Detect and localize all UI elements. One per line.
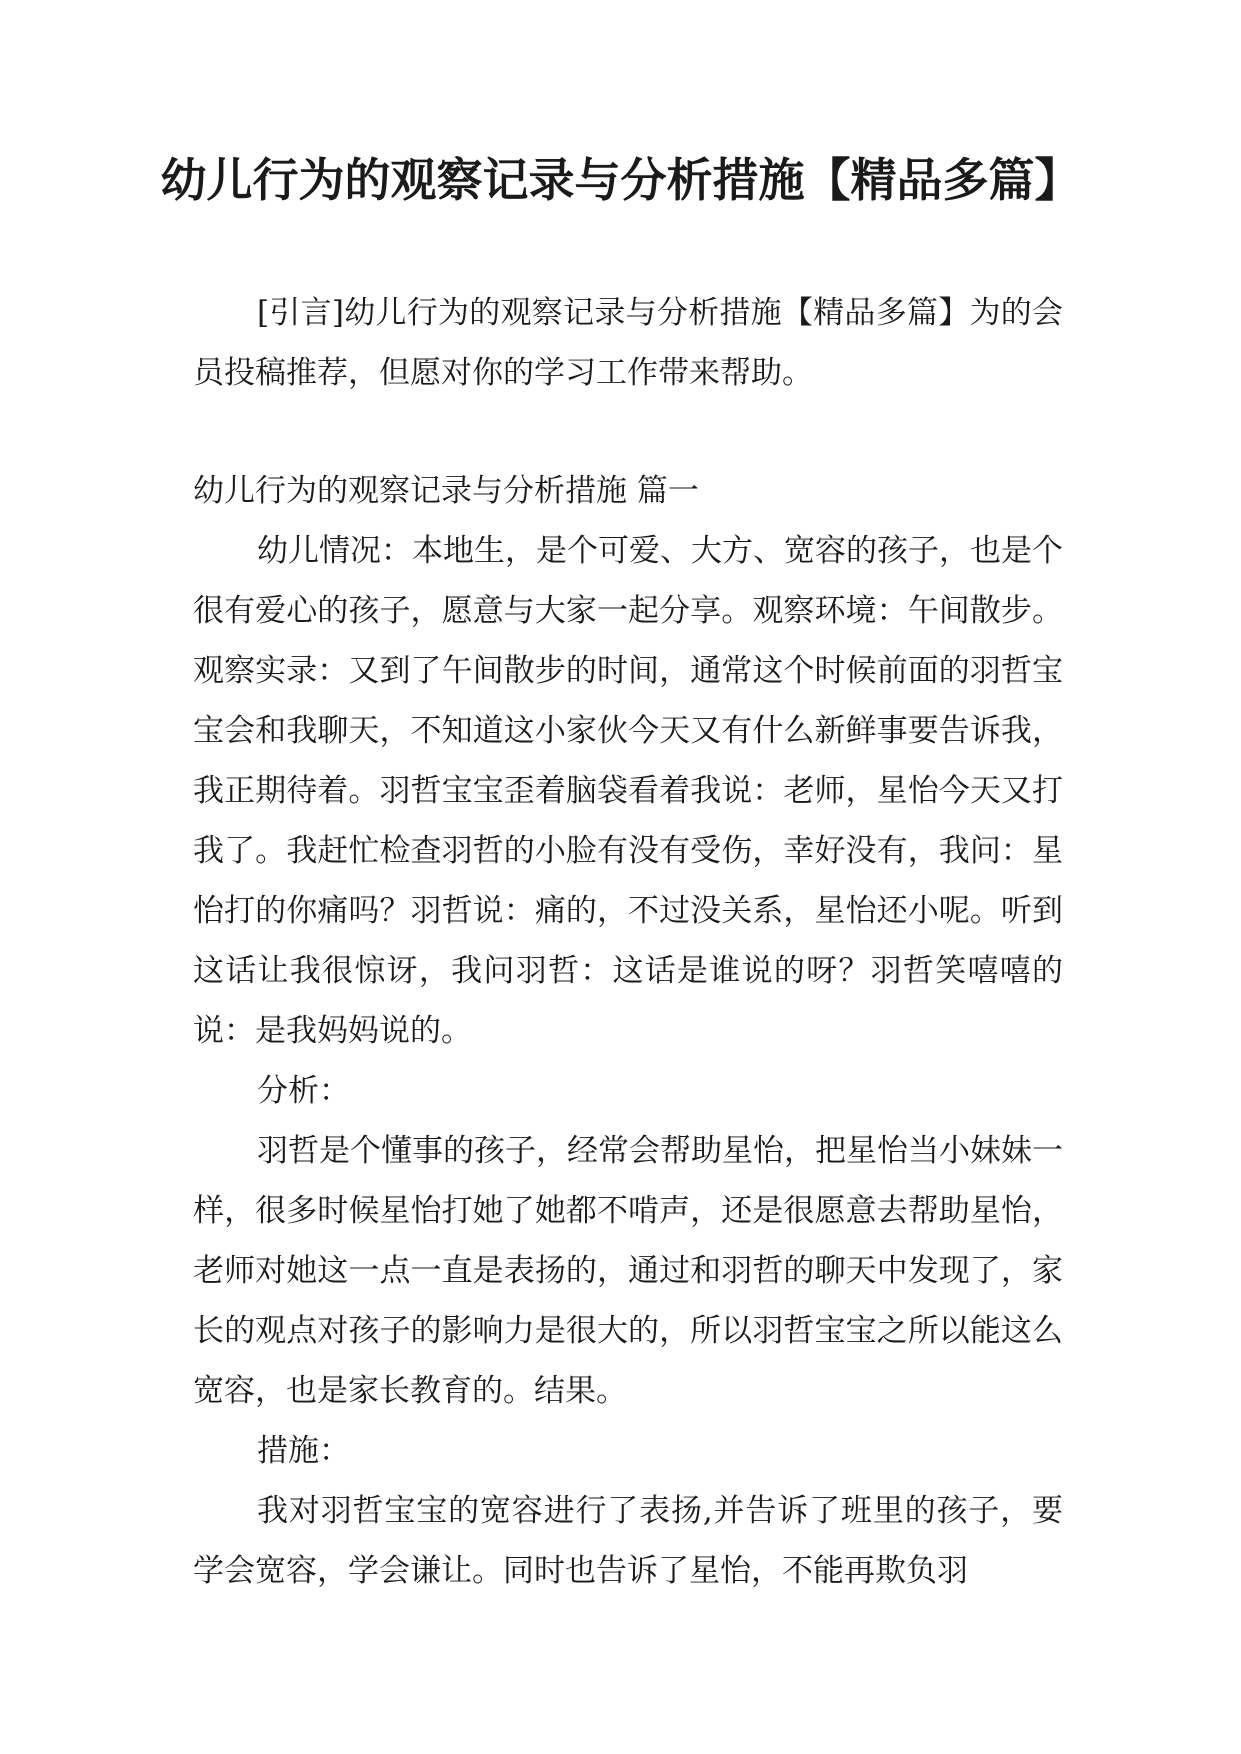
measures-paragraph: 我对羽哲宝宝的宽容进行了表扬,并告诉了班里的孩子，要学会宽容，学会谦让。同时也告诉了星怡，不能再欺负羽 [193, 1493, 1063, 1589]
observation-paragraph: 幼儿情况：本地生，是个可爱、大方、宽容的孩子，也是个很有爱心的孩子，愿意与大家一起分享。观察环境：午间散步。观察实录：又到了午间散步的时间，通常这个时候前面的羽哲宝宝会和我聊天，不知道这小家伙今天又有什么新鲜事要告诉我，我正期待着。羽哲宝宝歪着脑袋看着我说：老师，星怡今天又打我了。我赶忙检查羽哲的小脸有没有受伤，幸好没有，我问：星怡打的你痛吗？羽哲说：痛的，不过没关系，星怡还小呢。听到这话让我很惊讶，我问羽哲：这话是谁说的呀？羽哲笑嘻嘻的说：是我妈妈说的。 [193, 533, 1063, 1049]
measures-label: 措施： [257, 1433, 350, 1469]
analysis-label: 分析： [257, 1073, 350, 1109]
section-heading: 幼儿行为的观察记录与分析措施 篇一 [193, 473, 699, 509]
analysis-paragraph: 羽哲是个懂事的孩子，经常会帮助星怡，把星怡当小妹妹一样，很多时候星怡打她了她都不啃声，还是很愿意去帮助星怡，老师对她这一点一直是表扬的，通过和羽哲的聊天中发现了，家长的观点对孩子的影响力是很大的，所以羽哲宝宝之所以能这么宽容，也是家长教育的。结果。 [193, 1133, 1063, 1409]
intro-paragraph: [引言]幼儿行为的观察记录与分析措施【精品多篇】为的会员投稿推荐，但愿对你的学习工作带来帮助。 [193, 295, 1063, 391]
document-body [193, 283, 1063, 1601]
document-title: 幼儿行为的观察记录与分析措施【精品多篇】 [160, 153, 1081, 207]
